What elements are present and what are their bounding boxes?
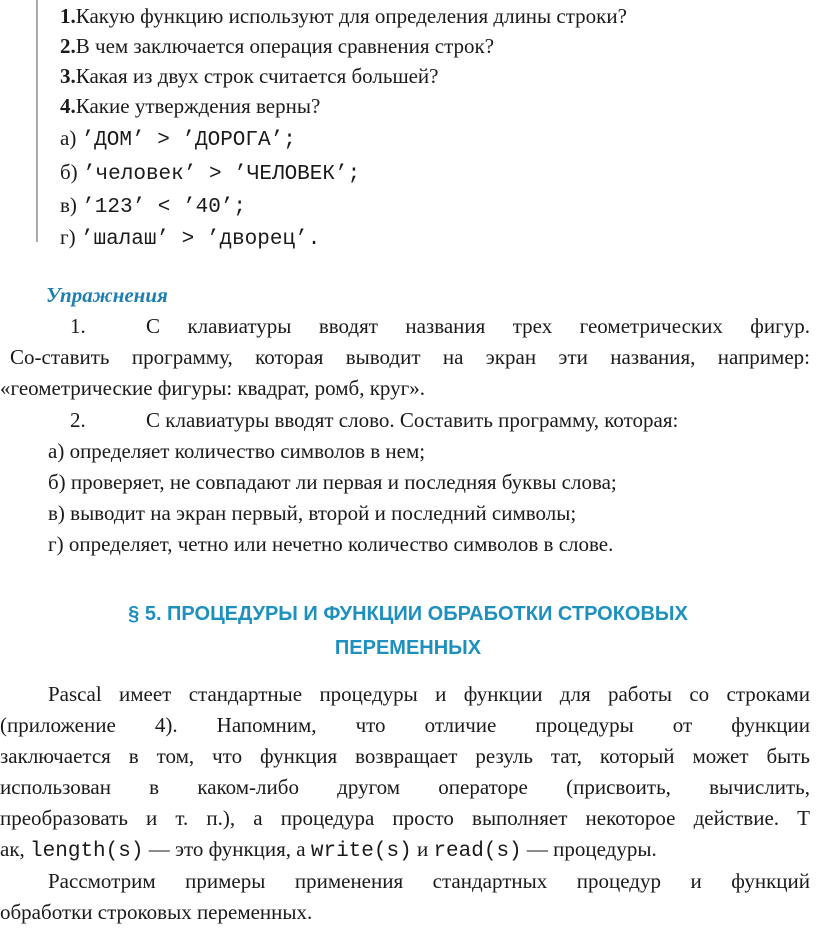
question-2: 2.В чем заключается операция сравнения строк? [60, 34, 495, 58]
exercises-heading: Упражнения [46, 283, 168, 307]
option-a: а) ’ДОМ’ > ’ДОРОГА’; [60, 126, 296, 152]
option-d: г) ’шалаш’ > ’дворец’. [60, 225, 321, 251]
paragraph-1-line-5: преобразовать и т. п.), а процедура просто выполняет некоторое действие. Т [0, 806, 810, 830]
exercise-1-line-1: С клавиатуры вводят названия трех геометрических фигур. [146, 314, 810, 338]
code-write: write(s) [310, 840, 412, 863]
code-read: read(s) [433, 840, 522, 863]
paragraph-1-line-4: использован в каком-либо другом операторе (присвоить, вычислить, [0, 775, 810, 799]
paragraph-1-line-6: ак, length(s) — это функция, а write(s) и read(s) — процедуры. [0, 837, 657, 863]
code-length: length(s) [30, 840, 144, 863]
exercise-2-item-c: в) выводит на экран первый, второй и последний символы; [48, 501, 577, 525]
paragraph-1-line-1: Pascal имеет стандартные процедуры и функции для работы со строками [48, 682, 810, 706]
exercise-2-intro: С клавиатуры вводят слово. Составить программу, которая: [146, 408, 679, 432]
exercise-2-item-d: г) определяет, четно или нечетно количество символов в слове. [48, 532, 614, 556]
question-1: 1.Какую функцию используют для определения длины строки? [60, 4, 627, 28]
exercise-2-item-a: а) определяет количество символов в нем; [48, 439, 426, 463]
review-questions-block [36, 0, 778, 251]
paragraph-2-line-2: обработки строковых переменных. [0, 900, 313, 924]
question-4: 4.Какие утверждения верны? [60, 94, 321, 118]
section-title-line-2: ПЕРЕМЕННЫХ [334, 637, 482, 659]
paragraph-1-line-3: заключается в том, что функция возвращает резуль тат, который может быть [0, 744, 810, 768]
exercise-2-number: 2. [70, 408, 86, 432]
question-3: 3.Какая из двух строк считается большей? [60, 64, 439, 88]
option-c: в) ’123’ < ’40’; [60, 193, 246, 219]
exercise-1-line-2: Со-ставить программу, которая выводит на экран эти названия, например: [10, 345, 810, 369]
exercise-1-number: 1. [70, 314, 86, 338]
exercise-1-line-3: «геометрические фигуры: квадрат, ромб, круг». [0, 376, 426, 400]
option-b: б) ’человек’ > ’ЧЕЛОВЕК’; [60, 160, 361, 186]
paragraph-1-line-2: (приложение 4). Напомним, что отличие процедуры от функции [0, 713, 810, 737]
section-title-line-1: § 5. ПРОЦЕДУРЫ И ФУНКЦИИ ОБРАБОТКИ СТРОКОВЫХ [128, 603, 688, 625]
paragraph-2-line-1: Рассмотрим примеры применения стандартных процедур и функций [48, 869, 810, 893]
exercise-2-item-b: б) проверяет, не совпадают ли первая и последняя буквы слова; [48, 470, 617, 494]
